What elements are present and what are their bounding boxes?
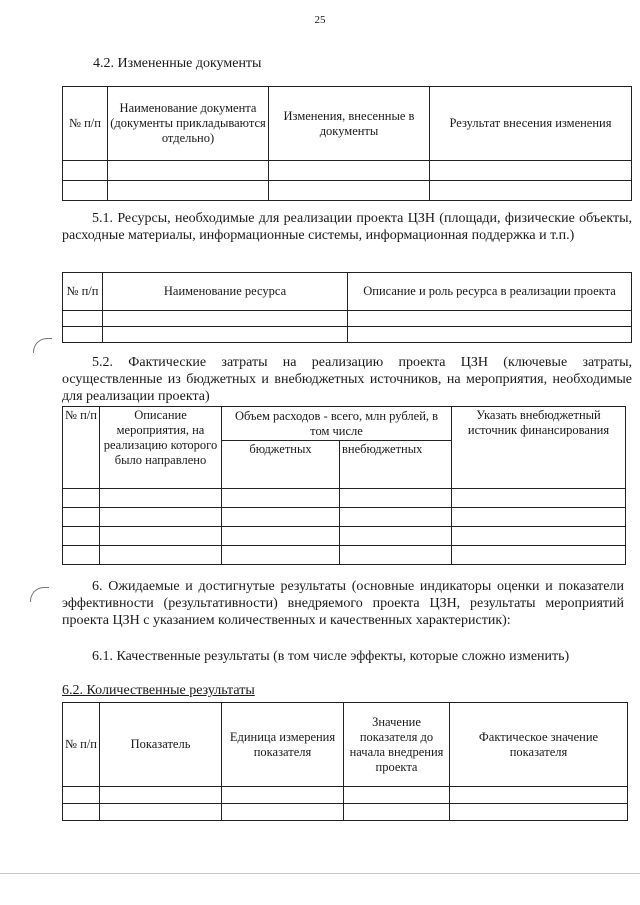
table-row — [63, 804, 628, 821]
table-header-row — [63, 703, 628, 787]
col-num-header: № п/п — [63, 703, 100, 787]
page-number: 25 — [314, 14, 326, 26]
table-header-row — [63, 407, 626, 441]
col-budget-header: бюджетных — [222, 441, 340, 489]
resources-table — [62, 272, 632, 343]
col-num-header: № п/п — [63, 407, 100, 489]
binding-hole-mark — [33, 338, 52, 353]
costs-table — [62, 406, 626, 565]
col-unit-header: Единица измерения показателя — [222, 703, 344, 787]
section-6-1-text: 6.1. Качественные результаты (в том числе эффекты, которые сложно изменить) — [92, 649, 570, 664]
col-doc-name-header: Наименование документа (документы прикладываются отдельно) — [108, 87, 269, 161]
col-volume-header: Объем расходов - всего, млн рублей, в том числе — [222, 407, 452, 441]
col-changes-header: Изменения, внесенные в документы — [269, 87, 430, 161]
table-row — [63, 161, 632, 181]
scan-edge-line — [0, 873, 640, 874]
col-baseline-header: Значение показателя до начала внедрения проекта — [344, 703, 450, 787]
section-6-text: 6. Ожидаемые и достигнутые результаты (основные индикаторы оценки и показатели эффективности (результативности) внедряемого проекта ЦЗН, результаты мероприятий проекта ЦЗН с указанием количественных и качественных характеристик): — [62, 579, 624, 628]
table-row — [63, 489, 626, 508]
table-row — [63, 311, 632, 327]
table-row — [63, 181, 632, 201]
binding-hole-mark — [30, 587, 49, 602]
section-5-2-text: 5.2. Фактические затраты на реализацию проекта ЦЗН (ключевые затраты, осуществленные из бюджетных и внебюджетных источников, на мероприятия, необходимые для реализации проекта) — [62, 355, 632, 404]
quantitative-results-table — [62, 702, 628, 821]
section-4-2-title: 4.2. Измененные документы — [93, 56, 262, 71]
col-resource-name-header: Наименование ресурса — [103, 273, 348, 311]
table-header-row — [63, 87, 632, 161]
col-indicator-header: Показатель — [100, 703, 222, 787]
col-actual-header: Фактическое значение показателя — [450, 703, 628, 787]
col-event-header: Описание мероприятия, на реализацию которого было направлено — [100, 407, 222, 489]
table-row — [63, 787, 628, 804]
col-num-header: № п/п — [63, 87, 108, 161]
table-header-row — [63, 273, 632, 311]
col-num-header: № п/п — [63, 273, 103, 311]
col-resource-role-header: Описание и роль ресурса в реализации проекта — [348, 273, 632, 311]
table-row — [63, 327, 632, 343]
changed-documents-table — [62, 86, 632, 201]
table-row — [63, 546, 626, 565]
section-6-2-title: 6.2. Количественные результаты — [62, 683, 255, 698]
col-source-header: Указать внебюджетный источник финансирования — [452, 407, 626, 489]
section-5-1-text: 5.1. Ресурсы, необходимые для реализации проекта ЦЗН (площади, физические объекты, расходные материалы, информационные системы, информационная поддержка и т.п.) — [62, 211, 632, 243]
table-row — [63, 527, 626, 546]
col-result-header: Результат внесения изменения — [430, 87, 632, 161]
col-offbudget-header: внебюджетных — [340, 441, 452, 489]
table-row — [63, 508, 626, 527]
